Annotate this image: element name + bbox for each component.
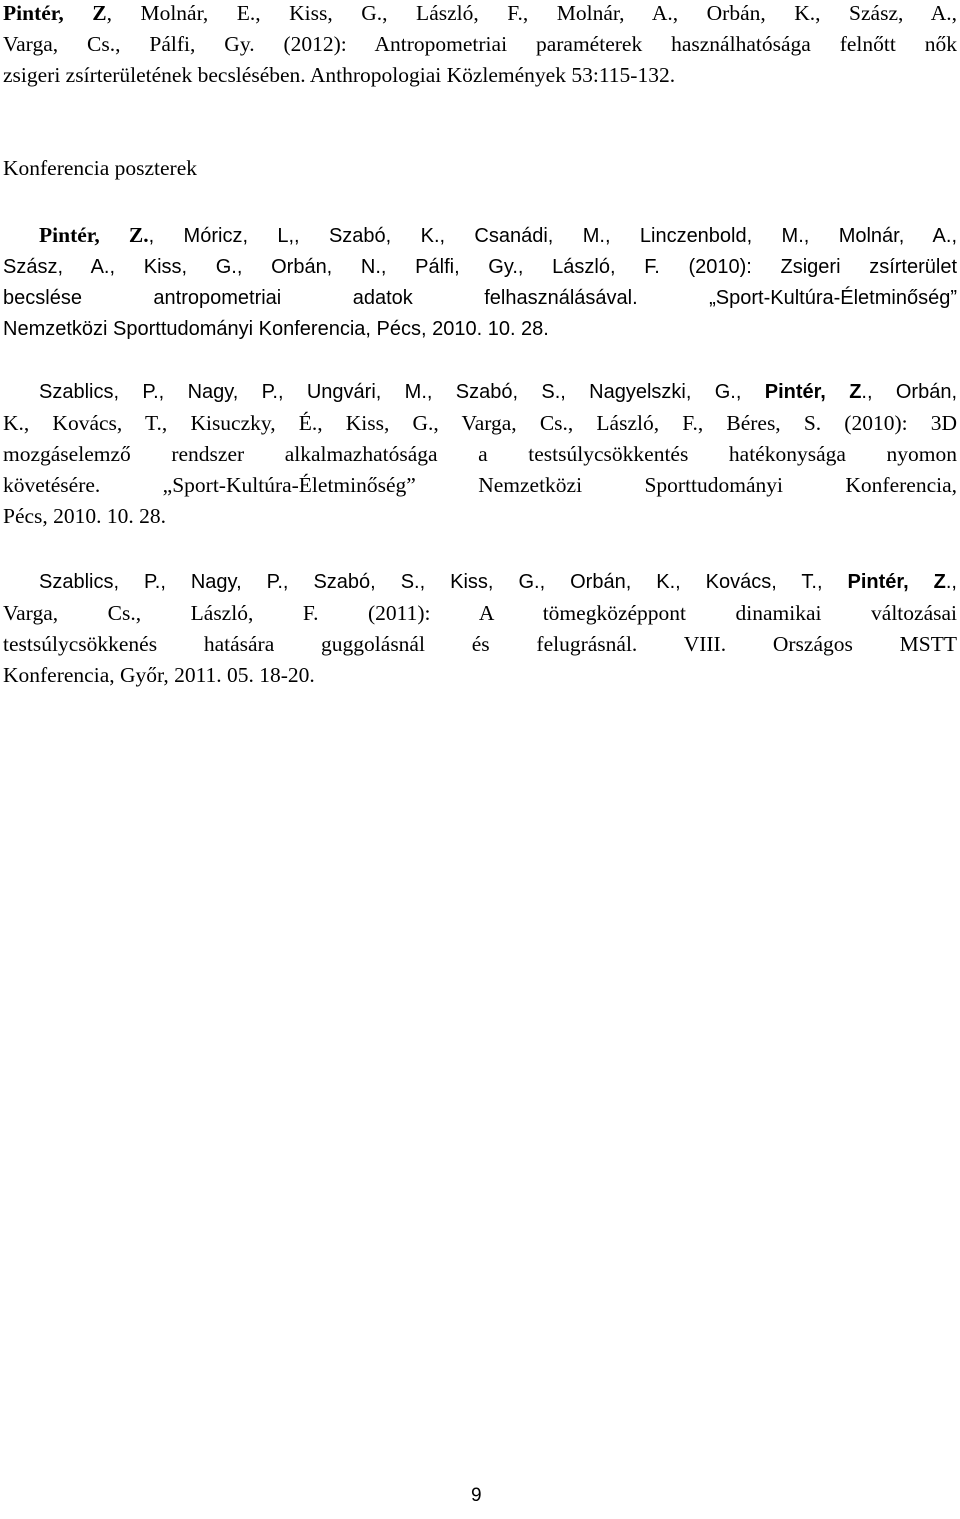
author-list: ., Orbán, [861,381,958,403]
reference-line: követésére. „Sport-Kultúra-Életminőség” Nemzetközi Sporttudományi Konferencia, [3,473,957,497]
author-highlight: Pintér, Z [3,1,107,25]
author-list: Szablics, P., Nagy, P., Szabó, S., Kiss, G., Orbán, K., Kovács, T., [39,571,848,593]
reference-line: Pécs, 2010. 10. 28. [3,504,167,528]
author-highlight: Pintér, Z [764,381,862,403]
author-highlight: Pintér, Z. [39,223,149,247]
poster-reference [3,220,957,345]
reference-line [3,567,957,598]
page-number: 9 [471,1485,482,1506]
reference-line [3,0,957,29]
reference-line: Konferencia, Győr, 2011. 05. 18-20. [3,663,315,687]
poster-reference [3,567,957,691]
reference-line: Varga, Cs., Pálfi, Gy. (2012): Antropometriai paraméterek használhatósága felnőtt nők [3,32,957,56]
reference-line: Szász, A., Kiss, G., Orbán, N., Pálfi, Gy., László, F. (2010): Zsigeri zsírterület [3,256,957,278]
reference-line: K., Kovács, T., Kisuczky, É., Kiss, G., Varga, Cs., László, F., Béres, S. (2010): 3D [3,411,957,435]
author-list: Szablics, P., Nagy, P., Ungvári, M., Szabó, S., Nagyelszki, G., [39,381,765,403]
reference-line: mozgáselemző rendszer alkalmazhatósága a testsúlycsökkentés hatékonysága nyomon [3,442,957,466]
reference-line: testsúlycsökkenés hatására guggolásnál és felugrásnál. VIII. Országos MSTT [3,632,957,656]
reference-line: zsigeri zsírterületének becslésében. Anthropologiai Közlemények 53:115-132. [3,63,676,87]
author-list: , Molnár, E., Kiss, G., László, F., Molnár, A., Orbán, K., Szász, A., [106,1,957,25]
reference-line: Nemzetközi Sporttudományi Konferencia, Pécs, 2010. 10. 28. [3,318,549,340]
reference-line [3,377,957,408]
reference-line: becslése antropometriai adatok felhasználásával. „Sport-Kultúra-Életminőség” [3,287,957,309]
author-list: , Móricz, L,, Szabó, K., Csanádi, M., Linczenbold, M., Molnár, A., [148,225,957,247]
reference-line: Varga, Cs., László, F. (2011): A tömegközéppont dinamikai változásai [3,601,957,625]
journal-reference [3,0,957,91]
poster-reference [3,377,957,532]
author-highlight: Pintér, Z [847,571,946,593]
reference-line [3,220,957,252]
author-list: ., [945,571,957,593]
section-heading: Konferencia poszterek [3,156,197,180]
